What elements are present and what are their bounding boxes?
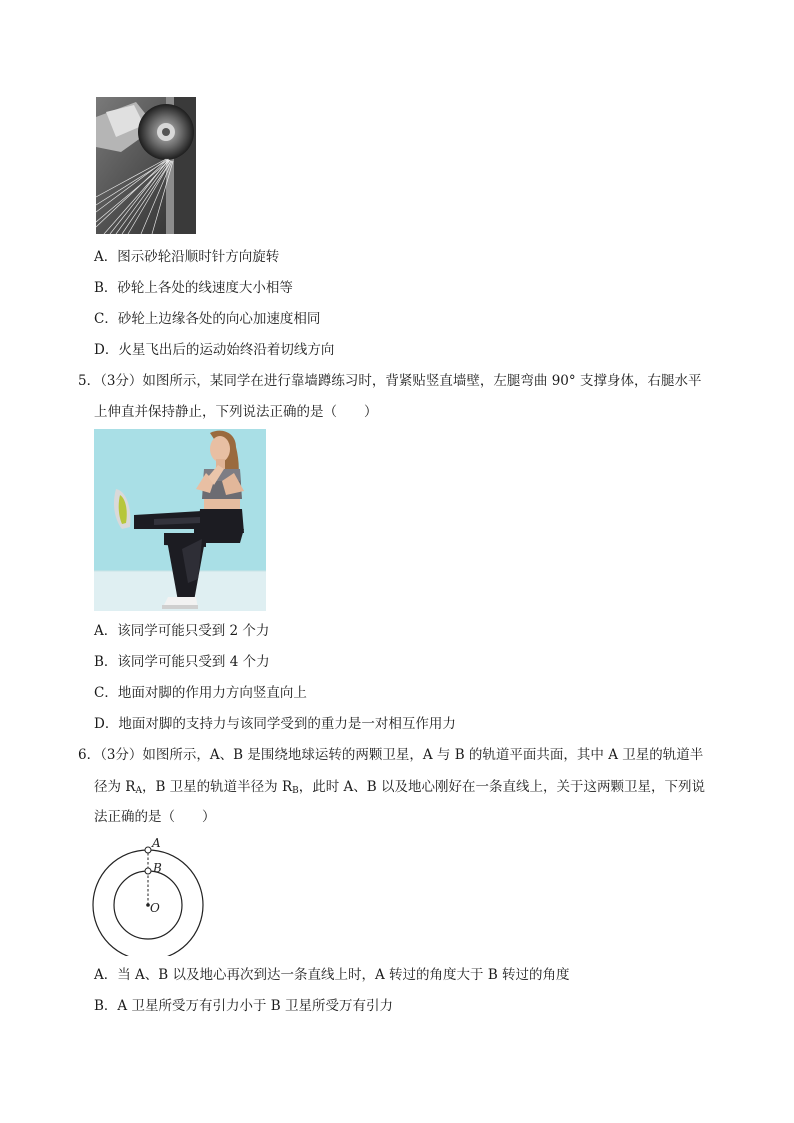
grinder-photo (96, 97, 196, 234)
q4-option-a: A．图示砂轮沿顺时针方向旋转 (94, 249, 280, 265)
q5-option-b: B．该同学可能只受到 4 个力 (94, 654, 270, 670)
subscript-a: A (135, 786, 142, 796)
q4-option-b: B．砂轮上各处的线速度大小相等 (94, 280, 293, 296)
q5-stem-line1: 5．（3分）如图所示，某同学在进行靠墙蹲练习时，背紧贴竖直墙壁，左腿弯曲 90° 支撑身体，右腿水平 (78, 373, 702, 389)
q6-option-b: B．A 卫星所受万有引力小于 B 卫星所受万有引力 (94, 998, 393, 1014)
orbit-diagram (92, 836, 212, 956)
q6-stem-part-a: 径为 R (94, 779, 136, 795)
label-a: A (152, 836, 161, 850)
q5-option-a: A．该同学可能只受到 2 个力 (94, 623, 270, 639)
q5-option-c: C．地面对脚的作用力方向竖直向上 (94, 685, 307, 701)
label-b: B (153, 861, 162, 875)
q6-stem-part-c: ，此时 A、B 以及地心刚好在一条直线上，关于这两颗卫星，下列说 (298, 779, 706, 795)
label-o: O (150, 901, 160, 915)
q4-option-c: C．砂轮上边缘各处的向心加速度相同 (94, 311, 321, 327)
subscript-b: B (292, 786, 299, 796)
q6-stem-line3: 法正确的是（ ） (94, 809, 216, 825)
satellite-b (145, 868, 151, 874)
q5-option-d: D．地面对脚的支持力与该同学受到的重力是一对相互作用力 (94, 716, 456, 732)
q5-stem-line2: 上伸直并保持静止，下列说法正确的是（ ） (94, 404, 378, 420)
q6-option-a: A．当 A、B 以及地心再次到达一条直线上时，A 转过的角度大于 B 转过的角度 (94, 967, 570, 983)
wall-sit-photo (94, 429, 266, 611)
q6-stem-line2 (94, 778, 705, 800)
q6-stem-line1: 6．（3分）如图所示，A、B 是围绕地球运转的两颗卫星，A 与 B 的轨道平面共面，其中 A 卫星的轨道半 (78, 747, 704, 763)
q4-option-d: D．火星飞出后的运动始终沿着切线方向 (94, 342, 335, 358)
satellite-a (145, 847, 151, 853)
q6-stem-part-b: ，B 卫星的轨道半径为 R (141, 779, 293, 795)
